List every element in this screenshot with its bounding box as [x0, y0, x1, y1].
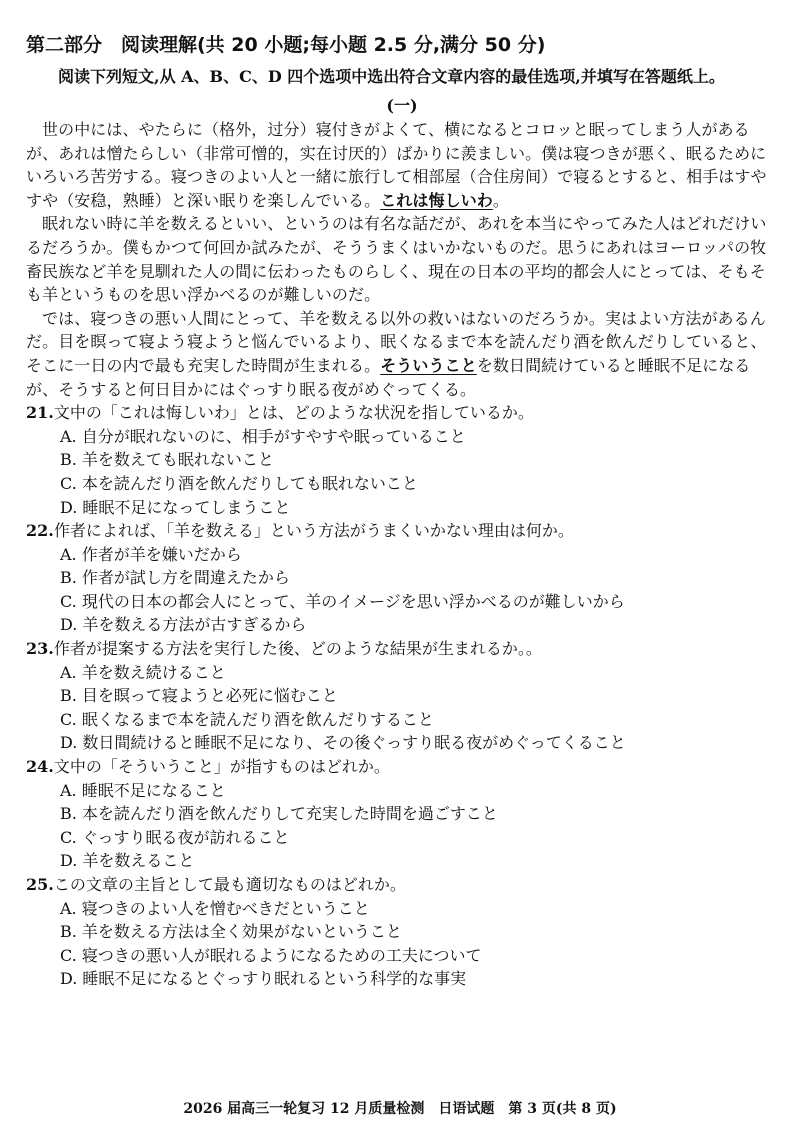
question-text: 文中の「これは悔しいわ」とは、どのような状況を指しているか。	[53, 403, 534, 423]
option-c[interactable]: C. ぐっすり眠る夜が訪れること	[60, 827, 290, 847]
question-stem	[26, 637, 778, 661]
option-list	[26, 425, 778, 519]
option-b[interactable]: B. 羊を数える方法は全く効果がないということ	[60, 922, 402, 942]
option-a[interactable]: A. 作者が羊を嫌いだから	[60, 544, 242, 564]
question-text: 文中の「そういうこと」が指すものはどれか。	[53, 757, 390, 777]
question-text: 作者によれば、「羊を数える」という方法がうまくいかない理由は何か。	[53, 521, 574, 541]
option-a[interactable]: A. 羊を数え続けること	[60, 662, 226, 682]
option-c[interactable]: C. 現代の日本の都会人にとって、羊のイメージを思い浮かべるのが難しいから	[60, 591, 625, 611]
question-number: 24.	[26, 757, 54, 777]
question-stem	[26, 873, 778, 897]
option-b[interactable]: B. 本を読んだり酒を飲んだりして充実した時間を過ごすこと	[60, 804, 498, 824]
passage-paragraph-3	[26, 307, 778, 401]
option-b[interactable]: B. 羊を数えても眠れないこと	[60, 450, 274, 470]
option-c[interactable]: C. 寝つきの悪い人が眠れるようになるための工夫について	[60, 945, 482, 965]
option-c[interactable]: C. 眠くなるまで本を読んだり酒を飲んだりすること	[60, 709, 434, 729]
question	[26, 401, 778, 519]
passage-text: では、寝つきの悪い人間にとって、羊を数える以外の救いはないのだろうか。実はよい方法があるんだ。目を瞑って寝よう寝ようと悩んでいるより、眠くなるまで本を読んだり酒を飲んだりしていると、そこに一日の内で最も充実した時間が生まれる。	[26, 308, 767, 375]
option-d[interactable]: D. 羊を数えること	[60, 851, 195, 871]
question-stem	[26, 755, 778, 779]
question	[26, 755, 778, 873]
option-d[interactable]: D. 数日間続けると睡眠不足になり、その後ぐっすり眠る夜がめぐってくること	[60, 733, 626, 753]
question-text: 作者が提案する方法を実行した後、どのような結果が生まれるか。。	[53, 639, 542, 659]
passage-text: 。	[492, 190, 510, 210]
question-number: 22.	[26, 521, 54, 541]
passage-paragraph-1	[26, 118, 778, 212]
question-number: 21.	[26, 403, 54, 423]
passage-number: (一)	[386, 96, 418, 115]
option-a[interactable]: A. 自分が眠れないのに、相手がすやすや眠っていること	[60, 426, 466, 446]
question	[26, 519, 778, 637]
option-d[interactable]: D. 睡眠不足になってしまうこと	[60, 497, 291, 517]
underlined-phrase-1: これは悔しいわ	[380, 190, 493, 210]
section-title: 第二部分 阅读理解(共 20 小题;每小题 2.5 分,满分 50 分)	[26, 34, 546, 56]
question-list	[26, 401, 778, 991]
question-text: この文章の主旨として最も適切なものはどれか。	[53, 875, 406, 894]
option-a[interactable]: A. 睡眠不足になること	[60, 780, 226, 800]
question-number: 25.	[26, 875, 54, 894]
option-d[interactable]: D. 羊を数える方法が古すぎるから	[60, 615, 307, 635]
question-stem	[26, 519, 778, 543]
question-stem	[26, 401, 778, 425]
passage-text: 世の中には、やたらに（格外，过分）寝付きがよくて、横になるとコロッと眠ってしまう人があるが、あれは憎たらしい（非常可憎的，实在讨厌的）ばかりに羨ましい。僕は寝つきが悪く、眠るためにいろいろ苦労する。寝つきのよい人と一緒に旅行して相部屋（合住房间）で寝るとすると、相手はすやすや（安稳，熟睡）と深い眠りを楽しんでいる。	[26, 120, 767, 210]
question	[26, 637, 778, 755]
option-b[interactable]: B. 目を瞑って寝ようと必死に悩むこと	[60, 686, 338, 706]
passage-paragraph-2: 眠れない時に羊を数えるといい、というのは有名な話だが、あれを本当にやってみた人はどれだけいるだろうか。僕もかつて何回か試みたが、そううまくはいかないものだ。思うにあれはヨーロッパの牧畜民族など羊を見馴れた人の間に伝わったものらしく、現在の日本の平均的都会人にとっては、そもそも羊というものを思い浮かべるのが難しいのだ。	[26, 214, 767, 305]
option-list	[26, 897, 778, 991]
option-list	[26, 661, 778, 755]
option-b[interactable]: B. 作者が試し方を間違えたから	[60, 568, 290, 588]
option-d[interactable]: D. 睡眠不足になるとぐっすり眠れるという科学的な事実	[60, 969, 467, 989]
option-c[interactable]: C. 本を読んだり酒を飲んだりしても眠れないこと	[60, 473, 418, 493]
question-number: 23.	[26, 639, 54, 659]
section-instruction: 阅读下列短文,从 A、B、C、D 四个选项中选出符合文章内容的最佳选项,并填写在答题纸上。	[58, 67, 725, 86]
page-footer: 2026 届高三一轮复习 12 月质量检测 日语试题 第 3 页(共 8 页)	[183, 1101, 617, 1117]
option-list	[26, 543, 778, 637]
option-a[interactable]: A. 寝つきのよい人を憎むべきだということ	[60, 898, 370, 918]
option-list	[26, 779, 778, 873]
question	[26, 873, 778, 991]
passage-text: を数日間続けていると睡眠不足になるが、そうすると何日目かにはぐっすり眠る夜がめぐってくる。	[26, 355, 751, 399]
underlined-phrase-2: そういうこと	[380, 355, 477, 375]
